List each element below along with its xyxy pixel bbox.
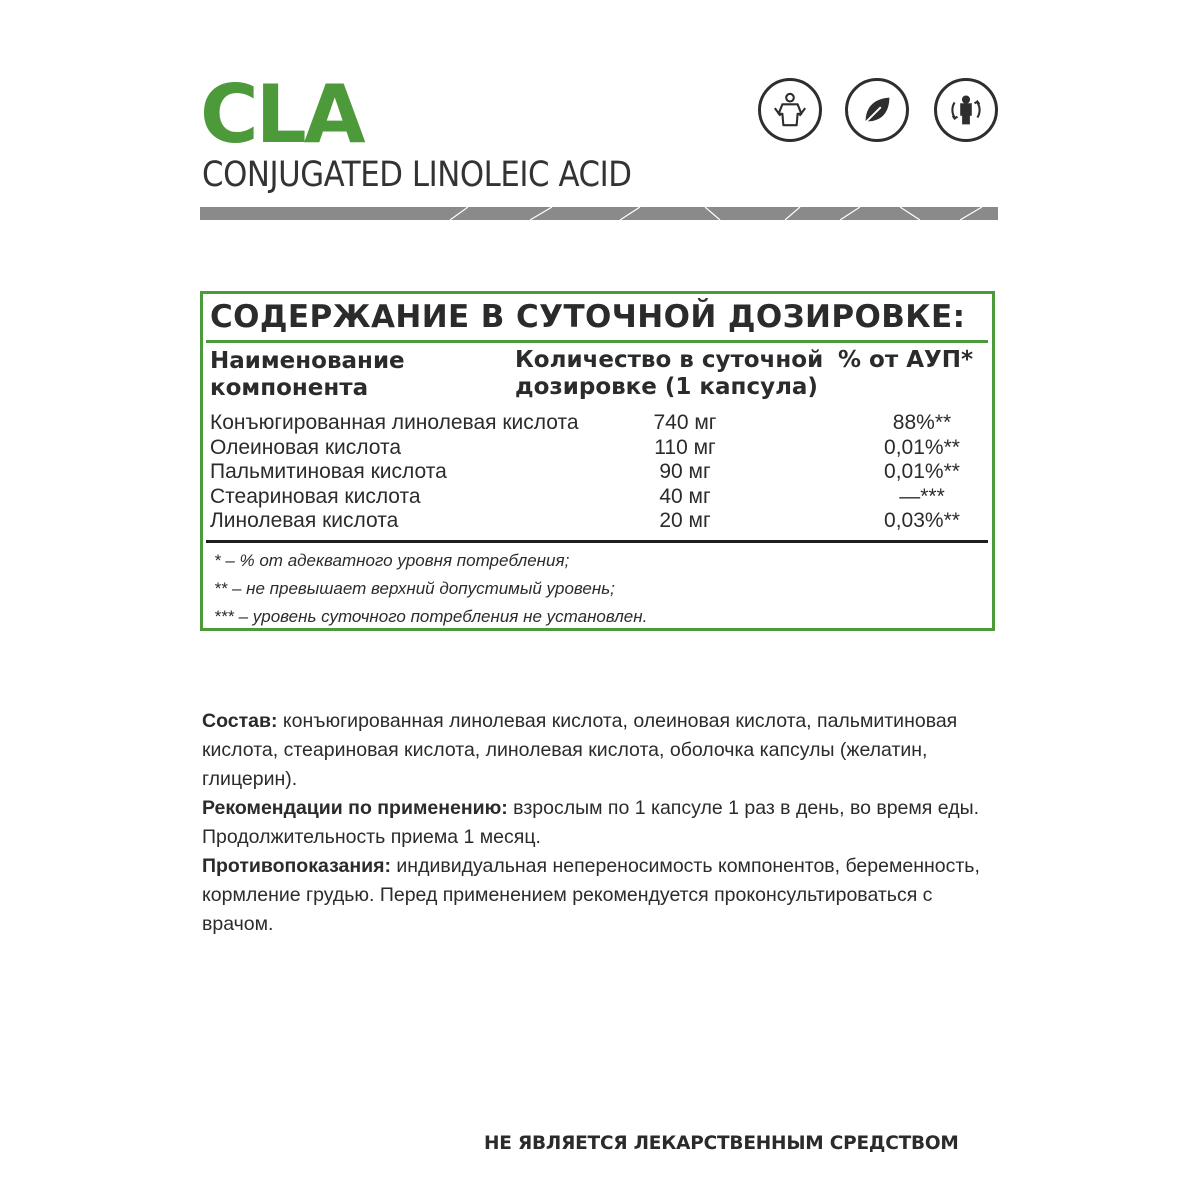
table-bottom-divider	[206, 540, 988, 543]
table-row	[210, 509, 990, 534]
component-amount: 40 мг	[659, 484, 711, 508]
component-name: Олеиновая кислота	[210, 435, 402, 459]
table-row	[210, 411, 990, 436]
column-header-percent: % от АУП*	[838, 347, 974, 373]
footnote: *** – уровень суточного потребления не установлен.	[214, 607, 648, 626]
composition-text: конъюгированная линолевая кислота, олеиновая кислота, пальмитиновая кислота, стеариновая кислота, линолевая кислота, оболочка капсулы (желатин, глицерин).	[202, 710, 958, 790]
product-subtitle: CONJUGATED LINOLEIC ACID	[202, 155, 632, 195]
component-percent: 0,01%**	[884, 460, 960, 483]
component-name: Конъюгированная линолевая кислота	[210, 411, 579, 434]
usage-label: Рекомендации по применению:	[202, 797, 508, 819]
component-name: Линолевая кислота	[210, 509, 399, 532]
contraindications-text: индивидуальная непереносимость компонентов, беременность, кормление грудью. Перед применением рекомендуется проконсультироваться с врачом.	[202, 855, 980, 935]
table-row	[210, 485, 990, 510]
footnotes	[214, 547, 647, 631]
component-amount: 90 мг	[659, 460, 711, 483]
person-cycle-icon	[934, 78, 998, 142]
component-percent: 0,01%**	[884, 435, 960, 459]
composition-paragraph	[202, 707, 1002, 794]
table-row	[210, 460, 990, 485]
component-name: Стеариновая кислота	[210, 484, 421, 508]
column-header-amount	[515, 347, 823, 401]
column-header-amount-line1: Количество в суточной	[515, 347, 824, 373]
table-row	[210, 436, 990, 461]
component-percent: 88%**	[892, 411, 952, 434]
product-title: CLA	[200, 68, 363, 161]
component-amount: 110 мг	[654, 435, 716, 459]
usage-paragraph	[202, 794, 1002, 852]
leaf-icon	[845, 78, 909, 142]
component-amount: 20 мг	[659, 509, 711, 532]
product-description	[202, 707, 1002, 939]
footnote: * – % от адекватного уровня потребления;	[214, 551, 570, 570]
footnote: ** – не превышает верхний допустимый уровень;	[214, 579, 615, 598]
component-percent: 0,03%**	[884, 509, 960, 532]
component-name: Пальмитиновая кислота	[210, 460, 447, 483]
component-percent: —***	[899, 484, 945, 508]
title-divider	[206, 340, 988, 343]
column-header-name	[210, 348, 405, 402]
dosage-table-title: СОДЕРЖАНИЕ В СУТОЧНОЙ ДОЗИРОВКЕ:	[210, 299, 966, 335]
column-header-name-line1: Наименование	[210, 348, 405, 374]
body-shape-icon	[758, 78, 822, 142]
contraindications-paragraph	[202, 852, 1002, 939]
column-header-amount-line2: дозировке (1 капсула)	[515, 374, 818, 400]
disclaimer: НЕ ЯВЛЯЕТСЯ ЛЕКАРСТВЕННЫМ СРЕДСТВОМ	[484, 1133, 959, 1154]
component-rows	[210, 411, 990, 534]
column-header-name-line2: компонента	[210, 375, 369, 401]
usage-text: взрослым по 1 капсуле 1 раз в день, во время еды. Продолжительность приема 1 месяц.	[202, 797, 980, 848]
contraindications-label: Противопоказания:	[202, 855, 391, 877]
component-amount: 740 мг	[653, 411, 717, 434]
composition-label: Состав:	[202, 710, 278, 732]
decorative-stripe	[200, 207, 998, 220]
